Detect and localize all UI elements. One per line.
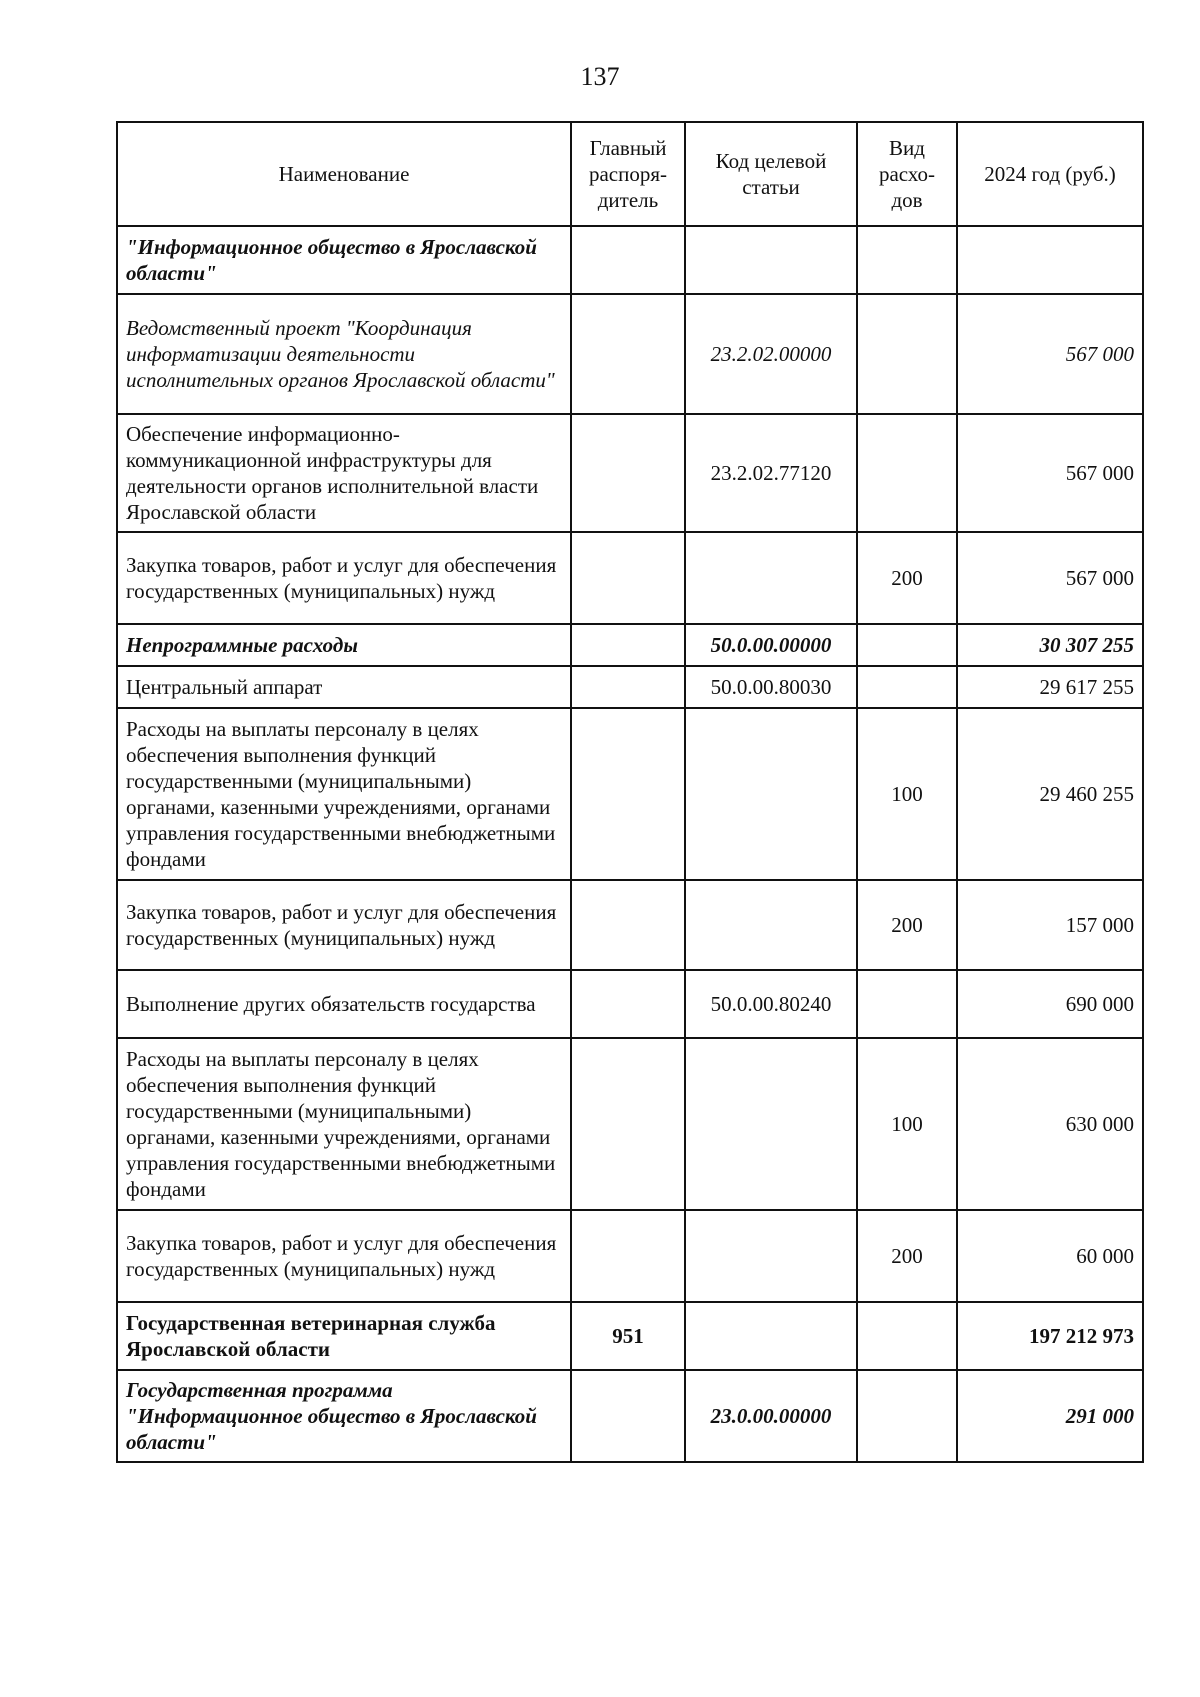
cell-vid bbox=[857, 226, 957, 294]
cell-glavny bbox=[571, 1210, 685, 1302]
cell-code: 23.2.02.00000 bbox=[685, 294, 857, 414]
header-name: Наименование bbox=[117, 122, 571, 226]
cell-name: Центральный аппарат bbox=[117, 666, 571, 708]
cell-vid: 200 bbox=[857, 880, 957, 970]
budget-table bbox=[116, 121, 1144, 1463]
cell-glavny bbox=[571, 1038, 685, 1210]
cell-name: Расходы на выплаты персоналу в целях обеспечения выполнения функций государственными (муниципальными) органами, казенными учреждениями, органами управления государственными внебюджетными фондами bbox=[117, 1038, 571, 1210]
cell-sum: 567 000 bbox=[957, 294, 1143, 414]
cell-sum: 567 000 bbox=[957, 414, 1143, 532]
table-row bbox=[117, 294, 1143, 414]
table-row bbox=[117, 226, 1143, 294]
cell-glavny bbox=[571, 226, 685, 294]
cell-code bbox=[685, 532, 857, 624]
cell-code bbox=[685, 226, 857, 294]
cell-glavny bbox=[571, 666, 685, 708]
cell-code: 50.0.00.80030 bbox=[685, 666, 857, 708]
table-row bbox=[117, 970, 1143, 1038]
cell-vid: 200 bbox=[857, 532, 957, 624]
cell-name: Государственная программа "Информационное общество в Ярославской области" bbox=[117, 1370, 571, 1462]
cell-sum: 29 617 255 bbox=[957, 666, 1143, 708]
cell-vid: 100 bbox=[857, 708, 957, 880]
cell-name: Обеспечение информационно-коммуникационной инфраструктуры для деятельности органов исполнительной власти Ярославской области bbox=[117, 414, 571, 532]
cell-sum: 30 307 255 bbox=[957, 624, 1143, 666]
cell-vid bbox=[857, 1370, 957, 1462]
cell-sum: 630 000 bbox=[957, 1038, 1143, 1210]
table-row bbox=[117, 414, 1143, 532]
table-row bbox=[117, 624, 1143, 666]
cell-code: 50.0.00.80240 bbox=[685, 970, 857, 1038]
cell-name: Ведомственный проект "Координация информатизации деятельности исполнительных органов Ярославской области" bbox=[117, 294, 571, 414]
cell-code bbox=[685, 1038, 857, 1210]
cell-code bbox=[685, 708, 857, 880]
cell-name: Непрограммные расходы bbox=[117, 624, 571, 666]
cell-sum: 690 000 bbox=[957, 970, 1143, 1038]
cell-sum: 197 212 973 bbox=[957, 1302, 1143, 1370]
cell-glavny bbox=[571, 970, 685, 1038]
cell-glavny bbox=[571, 624, 685, 666]
cell-vid bbox=[857, 970, 957, 1038]
cell-vid bbox=[857, 414, 957, 532]
cell-glavny bbox=[571, 708, 685, 880]
cell-glavny bbox=[571, 532, 685, 624]
table-row bbox=[117, 532, 1143, 624]
cell-name: Расходы на выплаты персоналу в целях обеспечения выполнения функций государственными (муниципальными) органами, казенными учреждениями, органами управления государственными внебюджетными фондами bbox=[117, 708, 571, 880]
cell-glavny bbox=[571, 414, 685, 532]
header-sum: 2024 год (руб.) bbox=[957, 122, 1143, 226]
header-vid: Вид расхо-дов bbox=[857, 122, 957, 226]
table-row bbox=[117, 880, 1143, 970]
table-row bbox=[117, 1302, 1143, 1370]
cell-sum: 157 000 bbox=[957, 880, 1143, 970]
table-header-row bbox=[117, 122, 1143, 226]
table-row bbox=[117, 1038, 1143, 1210]
cell-vid bbox=[857, 624, 957, 666]
cell-glavny: 951 bbox=[571, 1302, 685, 1370]
cell-sum: 60 000 bbox=[957, 1210, 1143, 1302]
cell-sum: 291 000 bbox=[957, 1370, 1143, 1462]
cell-code: 50.0.00.00000 bbox=[685, 624, 857, 666]
cell-glavny bbox=[571, 880, 685, 970]
cell-name: "Информационное общество в Ярославской области" bbox=[117, 226, 571, 294]
cell-code: 23.2.02.77120 bbox=[685, 414, 857, 532]
cell-name: Закупка товаров, работ и услуг для обеспечения государственных (муниципальных) нужд bbox=[117, 532, 571, 624]
cell-vid bbox=[857, 666, 957, 708]
cell-vid bbox=[857, 294, 957, 414]
table-body bbox=[117, 226, 1143, 1462]
cell-sum: 567 000 bbox=[957, 532, 1143, 624]
table-row bbox=[117, 666, 1143, 708]
header-code: Код целевой статьи bbox=[685, 122, 857, 226]
cell-name: Выполнение других обязательств государства bbox=[117, 970, 571, 1038]
cell-name: Государственная ветеринарная служба Ярославской области bbox=[117, 1302, 571, 1370]
cell-sum bbox=[957, 226, 1143, 294]
cell-code bbox=[685, 1302, 857, 1370]
cell-sum: 29 460 255 bbox=[957, 708, 1143, 880]
cell-name: Закупка товаров, работ и услуг для обеспечения государственных (муниципальных) нужд bbox=[117, 880, 571, 970]
cell-vid: 200 bbox=[857, 1210, 957, 1302]
cell-name: Закупка товаров, работ и услуг для обеспечения государственных (муниципальных) нужд bbox=[117, 1210, 571, 1302]
cell-code bbox=[685, 880, 857, 970]
page-number: 137 bbox=[580, 62, 620, 91]
cell-vid: 100 bbox=[857, 1038, 957, 1210]
table-row bbox=[117, 1370, 1143, 1462]
cell-vid bbox=[857, 1302, 957, 1370]
cell-glavny bbox=[571, 294, 685, 414]
table-row bbox=[117, 708, 1143, 880]
header-glavny: Главный распоря-дитель bbox=[571, 122, 685, 226]
table-row bbox=[117, 1210, 1143, 1302]
cell-code bbox=[685, 1210, 857, 1302]
cell-code: 23.0.00.00000 bbox=[685, 1370, 857, 1462]
cell-glavny bbox=[571, 1370, 685, 1462]
